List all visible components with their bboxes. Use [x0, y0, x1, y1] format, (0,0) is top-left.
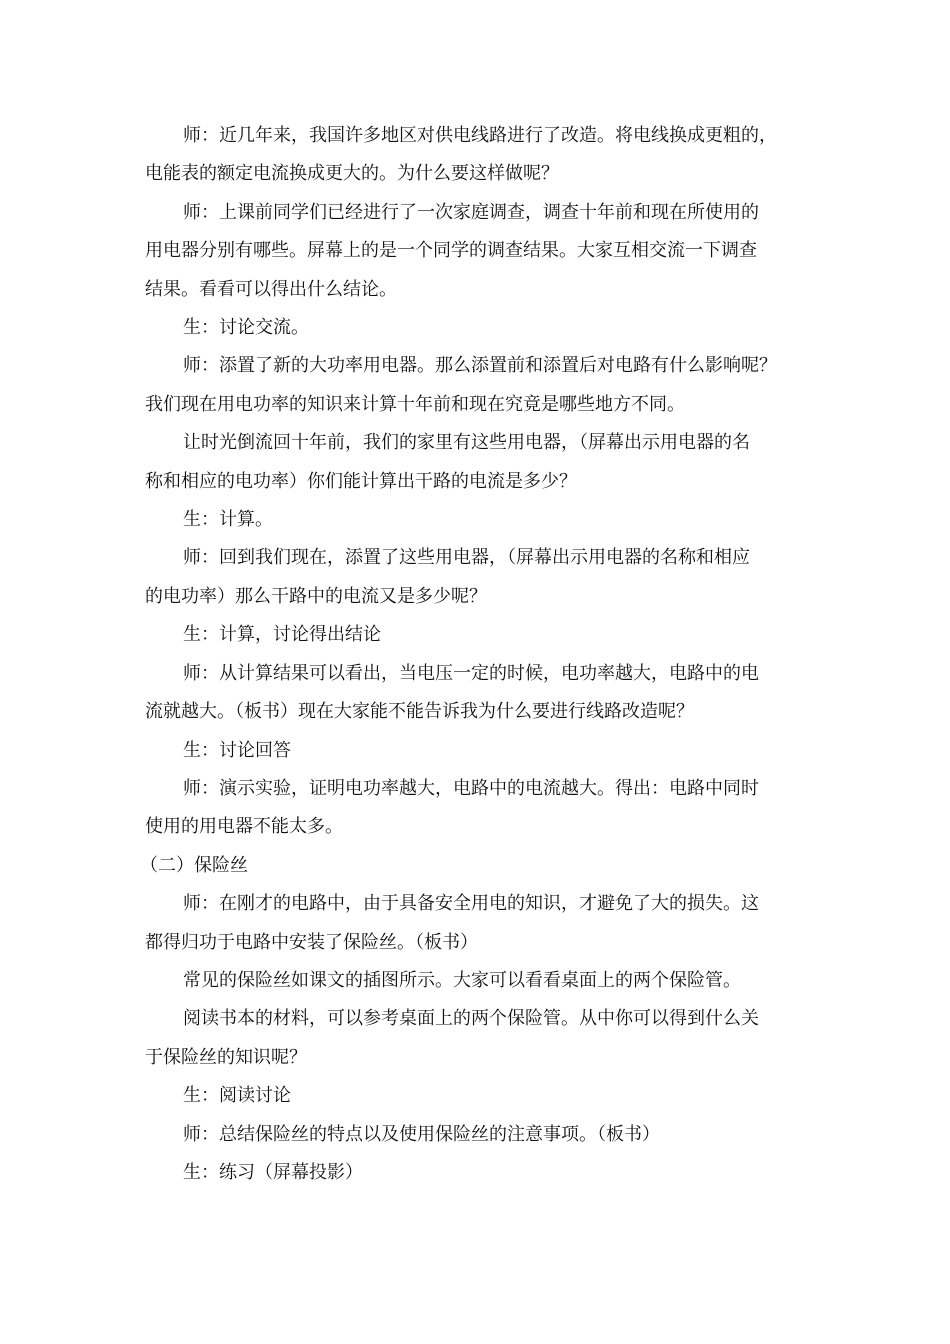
paragraph [145, 770, 805, 847]
section-heading [140, 847, 805, 885]
text-line: 师：总结保险丝的特点以及使用保险丝的注意事项。（板书） [183, 1123, 660, 1145]
text-line: 用电器分别有哪些。屏幕上的是一个同学的调查结果。大家互相交流一下调查 [145, 240, 757, 262]
text-line: 于保险丝的知识呢？ [145, 1046, 307, 1068]
document-body [140, 117, 805, 1192]
text-line: 生：讨论交流。 [183, 317, 309, 339]
paragraph [145, 194, 805, 309]
text-line: 师：上课前同学们已经进行了一次家庭调查，调查十年前和现在所使用的 [183, 201, 759, 223]
paragraph [145, 424, 805, 501]
text-line: （二）保险丝 [140, 854, 248, 876]
text-line: 生：阅读讨论 [183, 1085, 291, 1107]
text-line: 师：在刚才的电路中，由于具备安全用电的知识，才避免了大的损失。这 [183, 893, 759, 915]
text-line: 师：从计算结果可以看出，当电压一定的时候，电功率越大，电路中的电 [183, 662, 759, 684]
text-line: 称和相应的电功率）你们能计算出干路的电流是多少？ [145, 470, 577, 492]
text-line: 阅读书本的材料，可以参考桌面上的两个保险管。从中你可以得到什么关 [183, 1008, 759, 1030]
text-line: 让时光倒流回十年前，我们的家里有这些用电器，（屏幕出示用电器的名 [183, 432, 750, 454]
paragraph [145, 501, 805, 539]
paragraph [145, 732, 805, 770]
paragraph [145, 1116, 805, 1154]
paragraph [145, 117, 805, 194]
text-line: 的电功率）那么干路中的电流又是多少呢？ [145, 585, 487, 607]
text-line: 结果。看看可以得出什么结论。 [145, 278, 397, 300]
paragraph [145, 539, 805, 616]
paragraph [145, 309, 805, 347]
text-line: 流就越大。（板书）现在大家能不能告诉我为什么要进行线路改造呢？ [145, 701, 694, 723]
paragraph [145, 655, 805, 732]
text-line: 生：讨论回答 [183, 739, 291, 761]
text-line: 师：近几年来，我国许多地区对供电线路进行了改造。将电线换成更粗的， [183, 125, 777, 146]
paragraph [145, 1154, 805, 1192]
text-line: 师：回到我们现在，添置了这些用电器，（屏幕出示用电器的名称和相应 [183, 547, 750, 569]
text-line: 常见的保险丝如课文的插图所示。大家可以看看桌面上的两个保险管。 [183, 969, 741, 991]
paragraph [145, 1000, 805, 1077]
text-line: 使用的用电器不能太多。 [145, 816, 343, 838]
paragraph [145, 885, 805, 962]
text-line: 我们现在用电功率的知识来计算十年前和现在究竟是哪些地方不同。 [145, 393, 685, 415]
text-line: 都得归功于电路中安装了保险丝。（板书） [145, 931, 478, 953]
paragraph [145, 962, 805, 1000]
text-line: 生：计算，讨论得出结论 [183, 624, 381, 646]
text-line: 电能表的额定电流换成更大的。为什么要这样做呢？ [145, 163, 559, 185]
text-line: 生：计算。 [183, 509, 273, 531]
text-line: 师：添置了新的大功率用电器。那么添置前和添置后对电路有什么影响呢？ [183, 355, 777, 377]
text-line: 生：练习（屏幕投影） [183, 1161, 363, 1183]
paragraph [145, 347, 805, 424]
paragraph [145, 1077, 805, 1115]
text-line: 师：演示实验，证明电功率越大，电路中的电流越大。得出：电路中同时 [183, 777, 759, 799]
paragraph [145, 616, 805, 654]
